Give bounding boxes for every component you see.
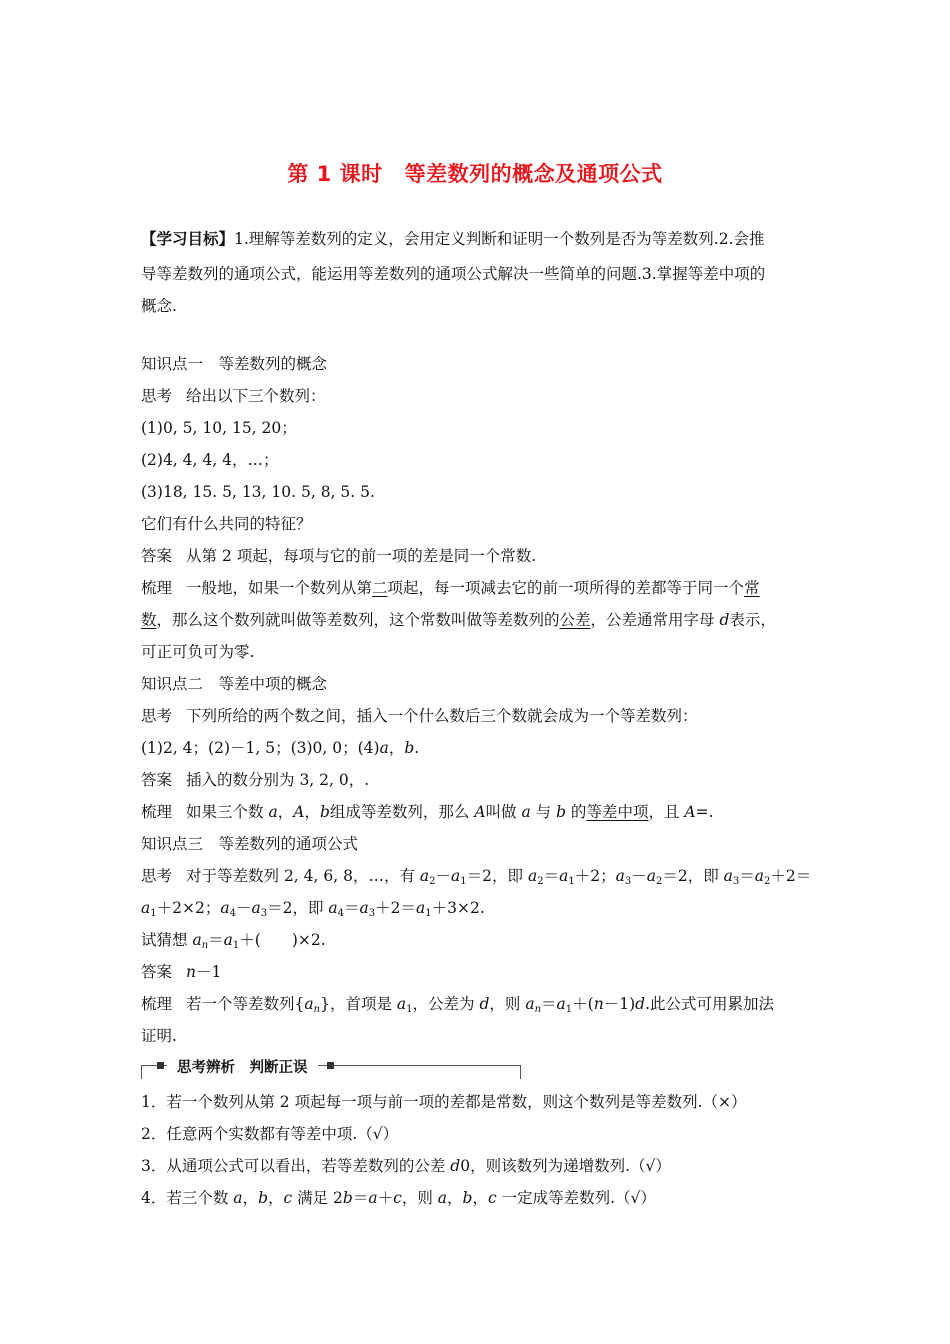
summary-text: －1) xyxy=(603,995,636,1013)
subscript: n xyxy=(201,940,209,951)
subscript: 4 xyxy=(229,908,236,919)
summary-text: 叫做 xyxy=(485,803,522,821)
kp2-answer xyxy=(141,770,821,790)
eq-text: ＋2＝ xyxy=(375,899,417,917)
judge-q1: 1．若一个数列从第 2 项起每一项与前一项的差都是常数，则这个数列是等差数列.（×） xyxy=(141,1093,747,1111)
subscript: 3 xyxy=(624,876,632,887)
operator: － xyxy=(235,899,252,917)
kp3-heading: 知识点三 等差数列的通项公式 xyxy=(141,835,359,853)
operator: ＝ xyxy=(352,1189,369,1207)
separator: ， xyxy=(472,1189,488,1207)
eq-text: ＋2＝ xyxy=(770,867,812,885)
summary-label: 梳理 xyxy=(141,579,173,597)
summary-text: 表示， xyxy=(729,611,776,629)
var-n: n xyxy=(186,963,196,981)
kp1-heading: 知识点一 等差数列的概念 xyxy=(141,355,328,373)
think-text: 给出以下三个数列： xyxy=(186,387,326,405)
kp1-seq-3: (3)18, 15. 5, 13, 10. 5, 8, 5. 5. xyxy=(141,483,375,501)
operator: － xyxy=(435,867,452,885)
subscript: 1 xyxy=(460,876,467,887)
answer-text: －1 xyxy=(196,963,222,981)
summary-text: .此公式可用累加法 xyxy=(645,995,775,1013)
var-a: a xyxy=(223,931,233,949)
summary-text: ，则 xyxy=(489,995,526,1013)
kp3-summary-line-1 xyxy=(141,994,821,1020)
think-label: 思考 xyxy=(141,707,173,725)
var-c: c xyxy=(283,1189,293,1207)
subscript: 2 xyxy=(764,876,771,887)
banner-right-cap xyxy=(520,1065,521,1079)
subscript: 2 xyxy=(655,876,663,887)
goals-text-1: 1.理解等差数列的定义，会用定义判断和证明一个数列是否为等差数列.2.会推 xyxy=(234,230,765,248)
kp3-answer xyxy=(141,962,821,982)
eq-text: ＋3×2. xyxy=(431,899,485,917)
subscript: 1 xyxy=(406,1004,413,1015)
subscript: 2 xyxy=(537,876,544,887)
kp1-summary-line-1 xyxy=(141,578,821,598)
var-d: d xyxy=(635,995,646,1013)
kp3-guess xyxy=(141,930,821,956)
q4-text: ，则 xyxy=(401,1189,438,1207)
q3-text: 3．从通项公式可以看出，若等差数列的公差 xyxy=(141,1157,451,1175)
var-a: a xyxy=(559,867,569,885)
summary-text: 项起，每一项减去它的前一项所得的差都等于同一个 xyxy=(387,579,745,597)
var-a: a xyxy=(220,899,230,917)
fill-blank-constant-1: 常 xyxy=(744,579,760,597)
var-a: a xyxy=(251,899,261,917)
summary-label: 梳理 xyxy=(141,995,173,1013)
var-a: a xyxy=(416,899,426,917)
var-a: a xyxy=(328,899,338,917)
kp1-summary-line-2 xyxy=(141,610,821,630)
q4-text: 4．若三个数 xyxy=(141,1189,234,1207)
subscript: 3 xyxy=(368,908,376,919)
kp1-seq-2: (2)4, 4, 4, 4，…； xyxy=(141,451,279,469)
summary-text: =. xyxy=(695,803,714,821)
var-a: a xyxy=(268,803,278,821)
subscript: n xyxy=(313,1004,321,1015)
var-b: b xyxy=(462,1189,473,1207)
summary-text: ，且 xyxy=(648,803,685,821)
lesson-title xyxy=(0,158,950,188)
fill-blank-arithmetic-mean: 等差中项 xyxy=(586,803,649,821)
var-d: d xyxy=(450,1157,461,1175)
items-text: (1)2, 4；(2)－1, 5；(3)0, 0；(4) xyxy=(141,739,380,757)
operator: ＝ xyxy=(739,867,755,885)
subscript: n xyxy=(534,1004,542,1015)
guess-text: 试猜想 xyxy=(141,931,193,949)
kp2-think xyxy=(141,706,821,726)
subscript: 1 xyxy=(150,908,157,919)
kp1-answer xyxy=(141,546,821,566)
eq-text: ＝2，即 xyxy=(267,899,329,917)
var-b: b xyxy=(556,803,566,821)
banner-square-icon xyxy=(157,1062,164,1069)
var-b: b xyxy=(258,1189,268,1207)
summary-text: 若一个等差数列{ xyxy=(186,995,305,1013)
subscript: 1 xyxy=(565,1004,573,1015)
guess-text: ＋( )×2. xyxy=(239,931,326,949)
think-text: 下列所给的两个数之间，插入一个什么数后三个数就会成为一个等差数列： xyxy=(186,707,698,725)
goals-line-1 xyxy=(141,229,821,249)
lesson-topic: 等差数列的概念及通项公式 xyxy=(404,162,663,186)
eq-text: ＋2； xyxy=(574,867,616,885)
summary-text: 如果三个数 xyxy=(186,803,269,821)
var-n: n xyxy=(593,995,604,1013)
var-a: a xyxy=(368,1189,378,1207)
var-a: a xyxy=(615,867,625,885)
var-a: a xyxy=(754,867,765,885)
subscript: 3 xyxy=(260,908,268,919)
kp3-summary-line-2: 证明. xyxy=(141,1027,177,1045)
separator: ， xyxy=(304,803,320,821)
eq-text: ＝2，即 xyxy=(662,867,724,885)
separator: ， xyxy=(277,803,294,821)
kp3-think-line-1 xyxy=(141,866,821,892)
var-a: a xyxy=(556,995,566,1013)
var-a: a xyxy=(141,899,151,917)
var-a: a xyxy=(437,1189,448,1207)
kp2-items xyxy=(141,738,821,758)
summary-text: ＋( xyxy=(572,995,594,1013)
subscript: 1 xyxy=(232,940,240,951)
kp1-seq-1: (1)0, 5, 10, 15, 20； xyxy=(141,419,297,437)
period: . xyxy=(414,739,420,757)
operator: ＝ xyxy=(543,867,560,885)
var-A: A xyxy=(293,803,305,821)
var-a: a xyxy=(521,803,531,821)
subscript: 1 xyxy=(425,908,432,919)
var-a: a xyxy=(396,995,407,1013)
answer-text: 插入的数分别为 3, 2, 0，. xyxy=(186,771,370,789)
var-a: a xyxy=(646,867,656,885)
banner-left-cap xyxy=(141,1065,142,1079)
answer-label: 答案 xyxy=(141,771,173,789)
operator: ＋ xyxy=(377,1189,394,1207)
var-a: a xyxy=(304,995,314,1013)
q4-text: 一定成等差数列.（√） xyxy=(496,1189,656,1207)
var-a: a xyxy=(419,867,430,885)
var-a: a xyxy=(233,1189,243,1207)
think-label: 思考 xyxy=(141,867,173,885)
goals-label: 【学习目标】 xyxy=(141,230,235,248)
answer-label: 答案 xyxy=(141,963,173,981)
answer-text: 从第 2 项起，每项与它的前一项的差是同一个常数. xyxy=(186,547,537,565)
banner-square-icon xyxy=(327,1062,334,1069)
var-d: d xyxy=(479,995,490,1013)
kp1-summary-line-3: 可正可负可为零. xyxy=(141,643,255,661)
summary-text: 一般地，如果一个数列从第 xyxy=(186,579,373,597)
var-A: A xyxy=(474,803,486,821)
separator: ， xyxy=(268,1189,284,1207)
summary-text: 组成等差数列，那么 xyxy=(329,803,475,821)
var-c: c xyxy=(393,1189,402,1207)
kp2-heading: 知识点二 等差中项的概念 xyxy=(141,675,328,693)
kp1-think xyxy=(141,386,821,406)
subscript: 2 xyxy=(429,876,436,887)
var-b: b xyxy=(319,803,330,821)
separator: ， xyxy=(242,1189,259,1207)
judge-q3 xyxy=(141,1156,821,1176)
separator: ， xyxy=(388,739,405,757)
kp1-question: 它们有什么共同的特征？ xyxy=(141,515,312,533)
operator: ＝ xyxy=(208,931,224,949)
summary-text: ，公差通常用字母 xyxy=(590,611,720,629)
summary-text: 的 xyxy=(566,803,587,821)
var-a: a xyxy=(192,931,202,949)
var-a: a xyxy=(527,867,538,885)
judge-banner xyxy=(141,1056,521,1076)
var-a: a xyxy=(451,867,461,885)
var-a: a xyxy=(379,739,389,757)
var-a: a xyxy=(359,899,369,917)
eq-text: ＝2，即 xyxy=(466,867,528,885)
var-b: b xyxy=(342,1189,353,1207)
goals-line-2: 导等差数列的通项公式，能运用等差数列的通项公式解决一些简单的问题.3.掌握等差中项的 xyxy=(141,265,766,283)
var-c: c xyxy=(487,1189,497,1207)
eq-text: ＋2×2； xyxy=(156,899,221,917)
kp2-summary xyxy=(141,802,821,822)
var-b: b xyxy=(404,739,415,757)
think-text: 对于等差数列 2, 4, 6, 8，…，有 xyxy=(186,867,420,885)
subscript: 4 xyxy=(337,908,345,919)
var-a: a xyxy=(525,995,535,1013)
think-label: 思考 xyxy=(141,387,173,405)
q4-text: 满足 2 xyxy=(292,1189,343,1207)
operator: ＝ xyxy=(344,899,360,917)
operator: ＝ xyxy=(541,995,557,1013)
summary-label: 梳理 xyxy=(141,803,173,821)
operator: － xyxy=(631,867,647,885)
fill-blank-second: 二 xyxy=(372,579,388,597)
summary-text: }，首项是 xyxy=(320,995,397,1013)
judge-q2: 2．任意两个实数都有等差中项.（√） xyxy=(141,1125,399,1143)
var-A: A xyxy=(684,803,696,821)
goals-line-3: 概念. xyxy=(141,297,177,315)
kp3-think-line-2 xyxy=(141,898,821,924)
answer-label: 答案 xyxy=(141,547,173,565)
fill-blank-constant-2: 数 xyxy=(141,611,157,629)
q3-text: 0，则该数列为递增数列.（√） xyxy=(460,1157,671,1175)
fill-blank-common-difference: 公差 xyxy=(559,611,591,629)
subscript: 3 xyxy=(732,876,740,887)
separator: ， xyxy=(447,1189,463,1207)
lesson-number: 第 1 课时 xyxy=(287,162,383,186)
judge-banner-label: 思考辨析 判断正误 xyxy=(167,1056,318,1077)
summary-text: ，那么这个数列就叫做等差数列，这个常数叫做等差数列的 xyxy=(156,611,560,629)
summary-text: 与 xyxy=(530,803,557,821)
judge-q4 xyxy=(141,1188,821,1208)
var-a: a xyxy=(723,867,733,885)
summary-text: ，公差为 xyxy=(412,995,480,1013)
var-d: d xyxy=(719,611,730,629)
subscript: 1 xyxy=(568,876,575,887)
